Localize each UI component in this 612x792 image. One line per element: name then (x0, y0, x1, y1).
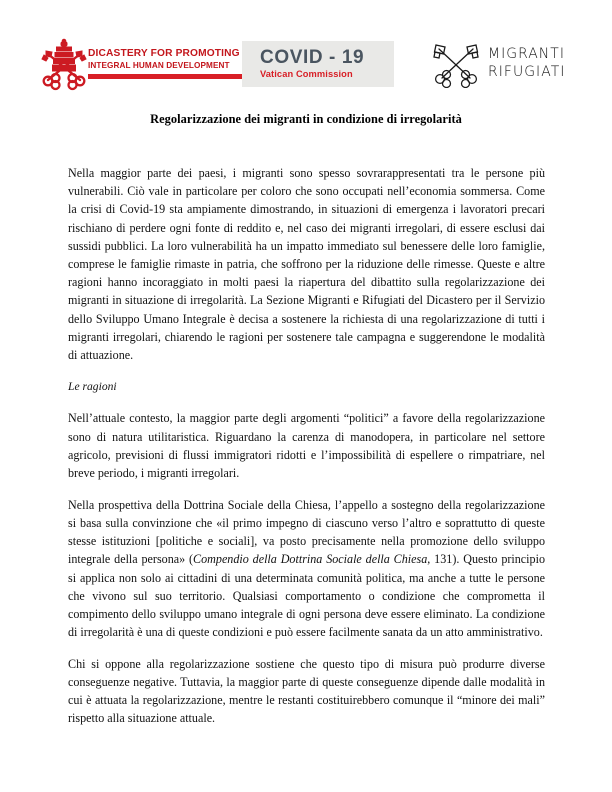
dicastery-line-2: INTEGRAL HUMAN DEVELOPMENT (88, 61, 230, 70)
document-header (0, 32, 612, 98)
migranti-rifugiati-wordmark (488, 45, 569, 81)
dicastery-red-rule (88, 74, 248, 79)
crossed-keys-outline-icon (430, 40, 482, 88)
paragraph-segment: Nella prospettiva della Dottrina Sociale della Chiesa, l’appello a sostegno della regolarizzazione si basa sulla convinzione che «il primo impegno di ciascuno verso l’altro e soprattutto di queste stesse istituzioni [politiche e sociali], va posto precisamente nella promozione dello sviluppo integrale della persona» ( (68, 497, 545, 567)
body-paragraph: Chi si oppone alla regolarizzazione sostiene che questo tipo di misura può produrre diverse conseguenze negative. Tuttavia, la maggior parte di queste conseguenze dipende dalle modalità in cui è attuata la regolarizzazione, mentre le restanti costituirebbero comunque il “minore dei mali” rispetto alla situazione attuale. (68, 656, 545, 726)
section-subheading: Le ragioni (68, 379, 117, 393)
body-paragraph (68, 496, 545, 642)
body-paragraph: Nella maggior parte dei paesi, i migranti sono spesso sovrarappresentati tra le persone più vulnerabili. Ciò vale in particolare per coloro che sono occupati nell’economia sommersa. Come la crisi di Covid-19 sta ampiamente dimostrando, in situazioni di emergenza i lavoratori precari rischiano di perdere ogni fonte di reddito e, nel caso dei migranti irregolari, di essere esclusi dai sussidi pubblici. La loro vulnerabilità ha un impatto immediato sul benessere delle loro famiglie, comprese le famiglie rimaste in patria, che soffrono per la riduzione delle rimesse. Queste e altre ragioni hanno incoraggiato in molti paesi la riapertura del dibattito sulla regolarizzazione dei migranti in situazione di irregolarità. La Sezione Migranti e Rifugiati del Dicastero per il Servizio dello Sviluppo Umano Integrale è decisa a sostenere la richiesta di una regolarizzazione di tutti i migranti irregolari, chiarendo le ragioni per sostenere tale campagna e suggerendone le modalità di attuazione. (68, 166, 545, 363)
body-paragraph: Nell’attuale contesto, la maggior parte degli argomenti “politici” a favore della regolarizzazione sono di natura utilitaristica. Riguardano la carenza di manodopera, in particolare nel settore agricolo, previsioni di flussi immigratori ridotti e l’impossibilità di espellere o rimpatriare, nel breve periodo, i migranti irregolari. (68, 411, 545, 481)
rifugiati-label: RIFUGIATI (488, 64, 566, 80)
document-body (68, 164, 545, 728)
paragraph-segment: , 131). Questo principio si applica non solo ai cittadini di una determinata comunità politica, ma anche a tutte le persone che vivono sul suo territorio. Qualsiasi comportamento o condizione che comprometta il compimento dello sviluppo umano integrale di ogni persona deve essere eliminato. La condizione di irregolarità è una di queste condizioni e può essere facilmente sanata da un atto amministrativo. (68, 552, 545, 640)
page-title: Regolarizzazione dei migranti in condizione di irregolarità (150, 112, 462, 126)
covid-badge-title: COVID - 19 (260, 47, 365, 68)
covid-badge-subtitle: Vatican Commission (260, 69, 353, 79)
dicastery-line-1: DICASTERY FOR PROMOTING (88, 48, 240, 59)
dicastery-wordmark (88, 48, 248, 79)
covid-vatican-commission-badge (242, 41, 394, 87)
cited-work-title: Compendio della Dottrina Sociale della Chiesa (193, 552, 428, 567)
migranti-label: MIGRANTI (488, 46, 566, 62)
papal-tiara-crossed-keys-icon (36, 38, 92, 92)
migranti-rifugiati-logo (430, 38, 580, 92)
